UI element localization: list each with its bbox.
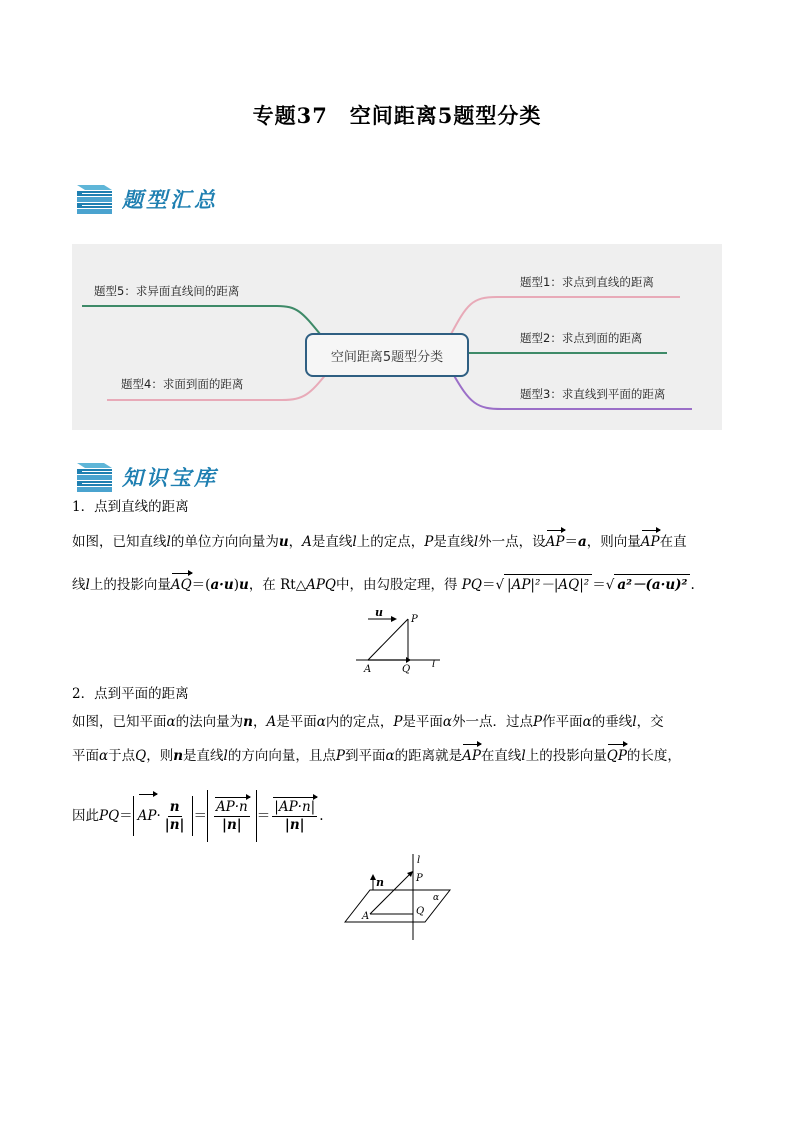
label-Q: Q xyxy=(402,664,411,675)
section-title-summary: 题型汇总 xyxy=(122,188,218,212)
mind-map-center: 空间距离5题型分类 xyxy=(305,333,469,377)
heading-point-to-plane: 2．点到平面的距离 xyxy=(72,686,189,702)
label-l: l xyxy=(432,659,436,670)
label-n: n xyxy=(376,876,384,889)
label-A2: A xyxy=(362,911,370,922)
heading-point-to-line: 1．点到直线的距离 xyxy=(72,499,189,515)
figure-point-to-plane xyxy=(340,852,460,942)
paragraph-line-2: 线l上的投影向量AQ＝(a·u)u，在 Rt△APQ中，由勾股定理，得 PQ＝√ |AP|²－|AQ|² ＝√ a²－(a·u)² . xyxy=(72,574,695,595)
label-alpha: α xyxy=(433,893,440,903)
section-title-knowledge: 知识宝库 xyxy=(122,466,218,490)
label-u: u xyxy=(375,606,383,619)
books-icon xyxy=(74,460,114,494)
figure-point-to-line xyxy=(350,605,450,677)
label-l2: l xyxy=(417,855,421,866)
mind-map-branch-1: 题型1：求点到直线的距离 xyxy=(520,275,654,289)
books-icon xyxy=(74,182,114,216)
section-header-summary xyxy=(74,180,218,218)
label-P: P xyxy=(411,614,418,625)
section-header-knowledge xyxy=(74,458,218,496)
mind-map-branch-5: 题型5：求异面直线间的距离 xyxy=(94,284,240,298)
formula-point-to-plane: 因此 PQ ＝ AP · $\frac{n}{|n|}$ ＝ $\frac{AP\cdot n}{|n|}$ ＝ $\frac{|AP\cdot n|}{|n|}$ . xyxy=(72,790,323,842)
paragraph2-line-1: 如图，已知平面α的法向量为n，A是平面α内的定点，P是平面α外一点．过点P作平面α的垂线l，交 xyxy=(72,714,664,730)
mind-map-branch-4: 题型4：求面到面的距离 xyxy=(121,377,244,391)
label-P2: P xyxy=(416,873,423,884)
mind-map-branch-3: 题型3：求直线到平面的距离 xyxy=(520,387,666,401)
label-A: A xyxy=(364,664,372,675)
label-Q2: Q xyxy=(416,906,425,917)
mind-map xyxy=(72,244,722,430)
paragraph-line-1: 如图，已知直线l的单位方向向量为u，A是直线l上的定点，P是直线l外一点，设AP＝a，则向量AP在直 xyxy=(72,534,687,550)
paragraph2-line-2: 平面α于点Q，则n是直线l的方向向量，且点P到平面α的距离就是AP在直线l上的投影向量QP的长度， xyxy=(72,748,681,764)
mind-map-branch-2: 题型2：求点到面的距离 xyxy=(520,331,643,345)
page-title: 专题37 空间距离5题型分类 xyxy=(252,103,542,128)
